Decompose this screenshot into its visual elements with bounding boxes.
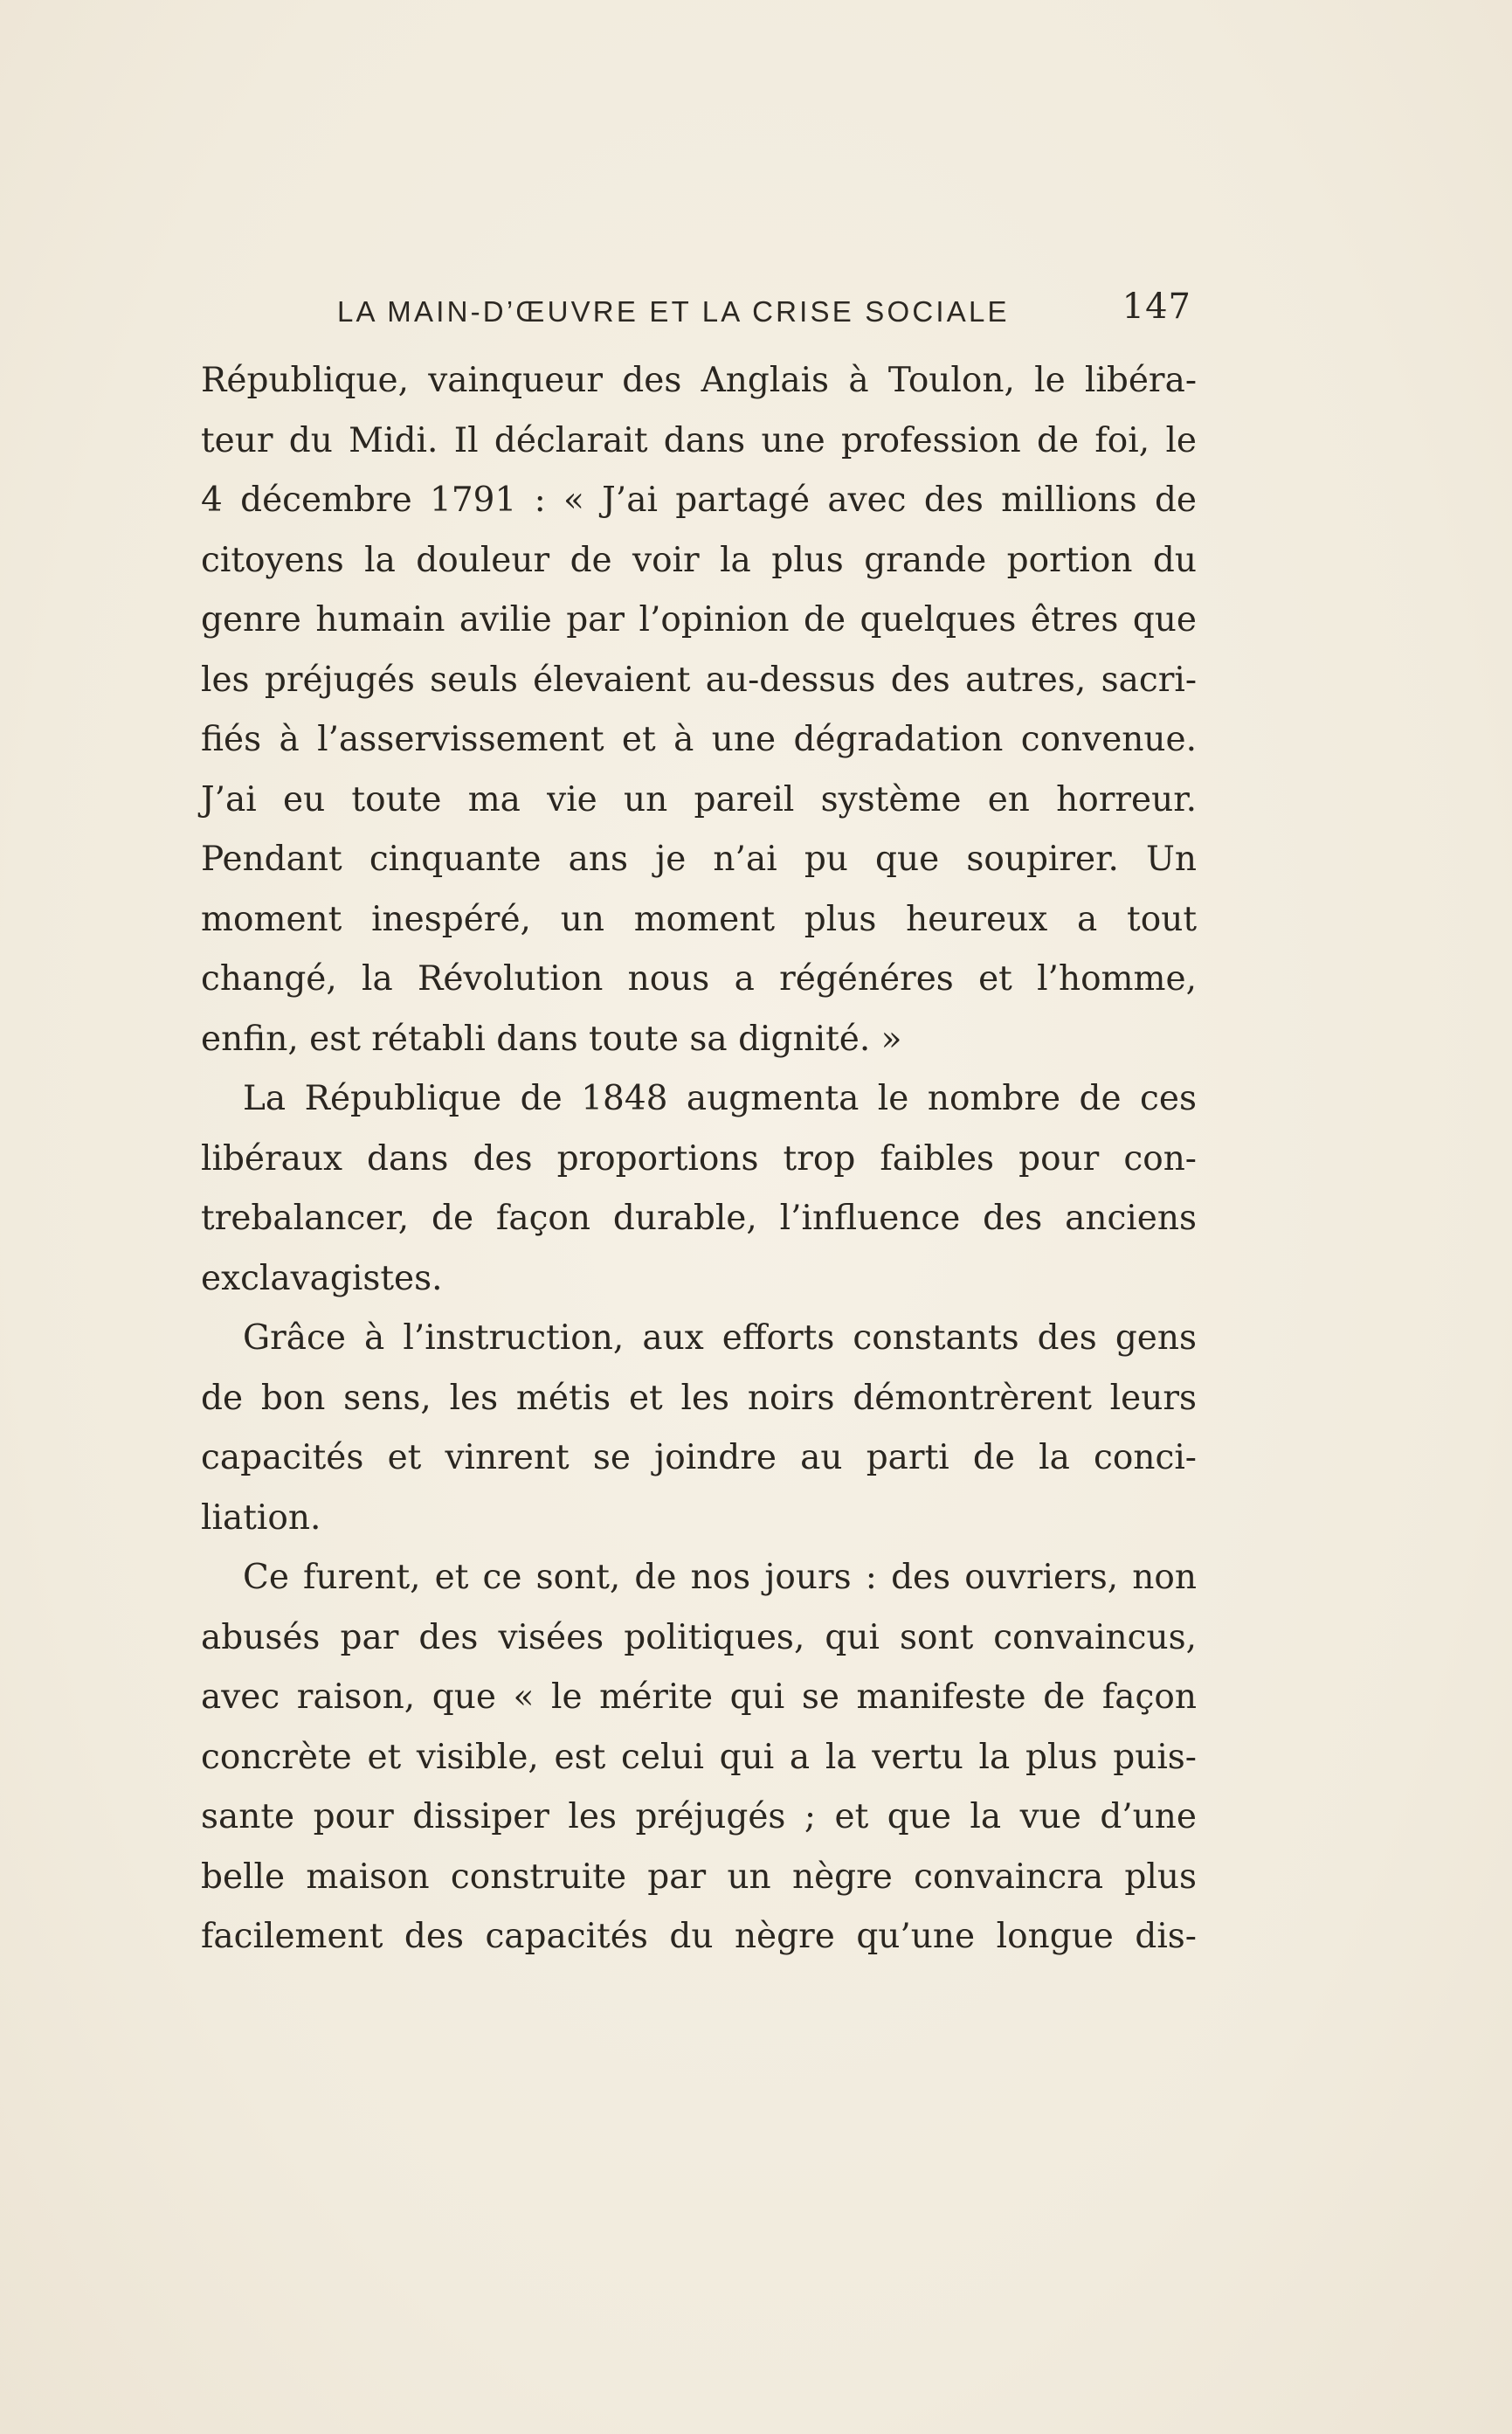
text-line: Pendant cinquante ans je n’ai pu que soupirer. Un [201, 840, 1197, 879]
text-line: teur du Midi. Il déclarait dans une profession de foi, le [201, 420, 1197, 460]
page-number: 147 [1122, 287, 1191, 327]
running-title: LA MAIN-D’ŒUVRE ET LA CRISE SOCIALE [337, 295, 1010, 328]
text-line: 4 décembre 1791 : « J’ai partagé avec des millions de [201, 481, 1197, 520]
text-line: abusés par des visées politiques, qui sont convaincus, [201, 1617, 1197, 1657]
page-header [337, 287, 1191, 335]
text-line: les préjugés seuls élevaient au-dessus des autres, sacri- [201, 660, 1197, 700]
text-line: avec raison, que « le mérite qui se manifeste de façon [201, 1677, 1197, 1717]
text-line: citoyens la douleur de voir la plus grande portion du [201, 540, 1197, 580]
text-line: liation. [201, 1497, 321, 1538]
text-line: trebalancer, de façon durable, l’influence des anciens [201, 1199, 1197, 1238]
text-line: concrète et visible, est celui qui a la vertu la plus puis- [201, 1737, 1197, 1777]
text-line: enfin, est rétabli dans toute sa dignité. » [201, 1019, 902, 1059]
body-text [201, 351, 1197, 1967]
text-line: de bon sens, les métis et les noirs démontrèrent leurs [201, 1378, 1197, 1418]
text-line: exclavagistes. [201, 1258, 443, 1298]
text-line: sante pour dissiper les préjugés ; et que la vue d’une [201, 1797, 1197, 1836]
text-line: capacités et vinrent se joindre au parti de la conci- [201, 1438, 1197, 1477]
text-line: changé, la Révolution nous a régénéres et l’homme, [201, 959, 1197, 999]
text-line: genre humain avilie par l’opinion de quelques êtres que [201, 600, 1197, 640]
text-line: belle maison construite par un nègre convaincra plus [201, 1857, 1197, 1897]
text-line: moment inespéré, un moment plus heureux a tout [201, 899, 1197, 939]
text-line: fiés à l’asservissement et à une dégradation convenue. [201, 720, 1197, 759]
text-line: La République de 1848 augmenta le nombre de ces [243, 1079, 1197, 1118]
text-line: facilement des capacités du nègre qu’une longue dis- [201, 1917, 1197, 1956]
text-line: République, vainqueur des Anglais à Toulon, le libéra- [201, 361, 1197, 400]
text-line: J’ai eu toute ma vie un pareil système en horreur. [201, 779, 1197, 819]
text-line: Grâce à l’instruction, aux efforts constants des gens [243, 1318, 1197, 1358]
text-line: Ce furent, et ce sont, de nos jours : des ouvriers, non [243, 1558, 1197, 1597]
text-line: libéraux dans des proportions trop faibles pour con- [201, 1138, 1197, 1179]
